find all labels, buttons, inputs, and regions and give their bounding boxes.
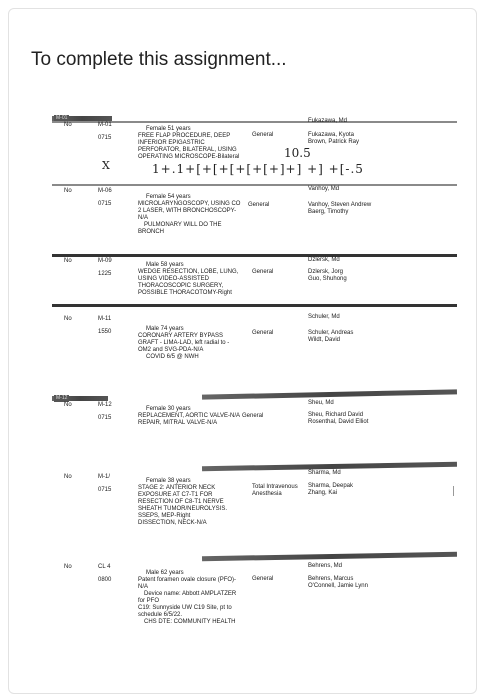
staff-name: Baerg, Timothy bbox=[308, 209, 349, 215]
section-tag: M-01 bbox=[56, 115, 68, 121]
handwritten-score: 10.5 bbox=[284, 146, 311, 160]
entry-surgeon: Dzlersk, Md bbox=[308, 257, 340, 263]
handwritten-tally: 1+.1+[+[+[+[+[+]+] +] +[-.5 bbox=[152, 162, 364, 176]
entry-line: GRAFT - LIMA-LAD, left radial to - bbox=[138, 340, 230, 346]
entry-procedure bbox=[138, 194, 240, 236]
entry-line: POSSIBLE THORACOTOMY-Right bbox=[138, 290, 232, 296]
entry-anesthesia: General bbox=[252, 330, 274, 336]
entry-procedure bbox=[138, 478, 227, 527]
entry-room: M-1/ bbox=[98, 474, 110, 480]
entry-line: Female 30 years bbox=[146, 406, 191, 412]
entry-line: EXPOSURE AT C7-T1 FOR bbox=[138, 492, 213, 498]
entry-line: Female 51 years bbox=[146, 126, 191, 132]
entry-line: Patent foramen ovale closure (PFO)- bbox=[138, 577, 237, 583]
entry-line: 2 LASER, WITH BRONCHOSCOPY- bbox=[138, 208, 237, 214]
entry-time: 0800 bbox=[98, 577, 112, 583]
entry-line: INFERIOR EPIGASTRIC bbox=[138, 140, 205, 146]
entry-room: M-09 bbox=[98, 258, 112, 264]
entry-staff bbox=[308, 576, 368, 590]
entry-time: 0715 bbox=[98, 135, 112, 141]
header-band bbox=[202, 389, 457, 399]
entry-line: RESECTION OF C8-T1 NERVE bbox=[138, 499, 224, 505]
staff-name: Brown, Patrick Ray bbox=[308, 139, 360, 145]
entry-line: Device name: Abbott AMPLATZER bbox=[144, 591, 237, 597]
entry-line: OM2 and SVG-PDA-N/A bbox=[138, 347, 204, 353]
entry-line: Male 62 years bbox=[146, 570, 184, 576]
entry-line: N/A bbox=[138, 215, 149, 221]
entry-line: BRONCH bbox=[138, 229, 165, 235]
entry-no: No bbox=[64, 122, 72, 128]
entry-room: M-06 bbox=[98, 188, 112, 194]
entry-no: No bbox=[64, 258, 72, 264]
entry-line: Male 58 years bbox=[146, 262, 184, 268]
staff-name: O'Connell, Jamie Lynn bbox=[308, 583, 368, 589]
entry-line: CHS DTE: COMMUNITY HEALTH bbox=[144, 619, 236, 625]
entry-staff bbox=[308, 202, 371, 216]
staff-name: Rosenthal, David Elliot bbox=[308, 419, 369, 425]
entry-line: schedule 6/5/22. bbox=[138, 612, 183, 618]
staff-name: Zhang, Kai bbox=[308, 490, 338, 496]
entry-no: No bbox=[64, 188, 72, 194]
entry-time: 1225 bbox=[98, 271, 112, 277]
entry-anesthesia: General bbox=[252, 576, 274, 582]
entry-procedure bbox=[138, 406, 240, 427]
entry-surgeon: Schuler, Md bbox=[308, 314, 340, 320]
staff-name: Schuler, Andreas bbox=[308, 330, 354, 336]
staff-name: Behrens, Marcus bbox=[308, 576, 354, 582]
entry-staff bbox=[308, 412, 368, 426]
handwritten-x-mark: X bbox=[102, 159, 110, 172]
staff-name: Guo, Shuhong bbox=[308, 276, 347, 282]
entry-line: SHEATH TUMOR/NEUROLYSIS. bbox=[138, 506, 228, 512]
staff-name: Vanhoy, Steven Andrew bbox=[308, 202, 372, 208]
entry-staff bbox=[308, 132, 359, 146]
entry-anesthesia: Total Intravenous Anesthesia bbox=[252, 484, 298, 497]
entry-line: Female 38 years bbox=[146, 478, 191, 484]
entry-line: MICROLARYNGOSCOPY, USING CO bbox=[138, 201, 241, 207]
entry-no: No bbox=[64, 316, 72, 322]
entry-line: PERFORATOR, BILATERAL, USING bbox=[138, 147, 237, 153]
staff-name: Wildt, David bbox=[308, 337, 341, 343]
entry-line: FREE FLAP PROCEDURE, DEEP bbox=[138, 133, 231, 139]
entry-line: DISSECTION, NECK-N/A bbox=[138, 520, 207, 526]
entry-line: CORONARY ARTERY BYPASS bbox=[138, 333, 224, 339]
entry-time: 0715 bbox=[98, 415, 112, 421]
staff-name: Dzlersk, Jorg bbox=[308, 269, 344, 275]
entry-line: REPLACEMENT, AORTIC VALVE-N/A bbox=[138, 413, 241, 419]
entry-no: No bbox=[64, 402, 72, 408]
entry-procedure bbox=[138, 126, 239, 161]
scan-edge-mark bbox=[453, 486, 454, 496]
entry-line: SSEPS, MEP-Right bbox=[138, 513, 191, 519]
entry-line: Male 74 years bbox=[146, 326, 184, 332]
entry-room: M-11 bbox=[98, 316, 112, 322]
entry-anesthesia: General bbox=[252, 269, 274, 275]
entry-room: M-01 bbox=[98, 122, 112, 128]
entry-surgeon: Fukazawa, Md bbox=[308, 118, 348, 124]
entry-line: COVID 6/5 @ NWH bbox=[146, 354, 199, 360]
entry-surgeon: Sheu, Md bbox=[308, 400, 334, 406]
entry-line: Female 54 years bbox=[146, 194, 191, 200]
entry-anesthesia: General bbox=[242, 413, 264, 419]
entry-time: 1550 bbox=[98, 329, 112, 335]
page-heading: To complete this assignment... bbox=[31, 49, 287, 70]
entry-surgeon: Sharma, Md bbox=[308, 470, 341, 476]
entry-line: OPERATING MICROSCOPE-Bilateral bbox=[138, 154, 240, 160]
row-divider bbox=[52, 121, 457, 123]
entry-line: WEDGE RESECTION, LOBE, LUNG, bbox=[138, 269, 239, 275]
entry-line: PULMONARY WILL DO THE bbox=[144, 222, 222, 228]
entry-staff bbox=[308, 269, 347, 283]
entry-room: M-12 bbox=[98, 402, 112, 408]
staff-name: Sheu, Richard David bbox=[308, 412, 364, 418]
entry-line: USING VIDEO-ASSISTED bbox=[138, 276, 210, 282]
entry-room: CL 4 bbox=[98, 564, 111, 570]
entry-time: 0715 bbox=[98, 201, 112, 207]
section-tag: M-12 bbox=[56, 395, 68, 401]
entry-line: THORACOSCOPIC SURGERY, bbox=[138, 283, 224, 289]
entry-surgeon: Behrens, Md bbox=[308, 563, 343, 569]
entry-anesthesia: General bbox=[248, 202, 270, 208]
entry-surgeon: Vanhoy, Md bbox=[308, 186, 340, 192]
entry-line: N/A bbox=[138, 584, 149, 590]
entry-line: for PFO bbox=[138, 598, 160, 604]
header-band bbox=[202, 552, 457, 561]
entry-procedure bbox=[138, 262, 238, 297]
entry-staff bbox=[308, 330, 353, 344]
scanned-schedule-image bbox=[52, 108, 457, 628]
entry-line: REPAIR, MITRAL VALVE-N/A bbox=[138, 420, 218, 426]
row-divider bbox=[52, 304, 457, 307]
entry-anesthesia: General bbox=[252, 132, 274, 138]
entry-no: No bbox=[64, 564, 72, 570]
entry-no: No bbox=[64, 474, 72, 480]
staff-name: Fukazawa, Kyota bbox=[308, 132, 355, 138]
staff-name: Sharma, Deepak bbox=[308, 483, 354, 489]
entry-line: C19: Sunnyside UW C19 Site, pt to bbox=[138, 605, 232, 611]
row-divider bbox=[52, 184, 457, 186]
entry-procedure bbox=[138, 570, 236, 626]
entry-time: 0715 bbox=[98, 487, 112, 493]
row-divider bbox=[52, 254, 457, 257]
entry-line: STAGE 2: ANTERIOR NECK bbox=[138, 485, 216, 491]
entry-procedure bbox=[138, 326, 229, 361]
entry-staff bbox=[308, 483, 353, 497]
